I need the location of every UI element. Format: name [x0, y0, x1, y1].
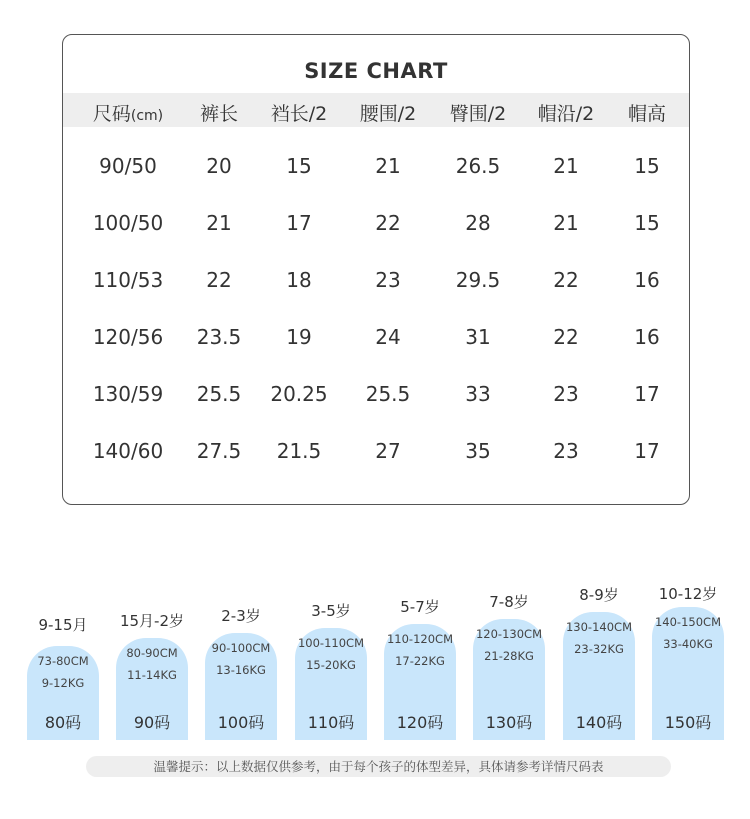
header-label: 帽沿/2	[537, 103, 595, 125]
table-cell: 140/60	[92, 439, 164, 463]
table-cell: 16	[634, 325, 660, 349]
table-cell: 100/50	[92, 211, 164, 235]
age-label: 15月-2岁	[119, 612, 185, 630]
table-cell: 25.5	[196, 382, 242, 406]
header-label: 裆长/2	[270, 103, 328, 125]
header-label: 帽高	[627, 103, 666, 125]
table-cell: 31	[465, 325, 491, 349]
table-cell: 19	[286, 325, 312, 349]
table-cell: 23	[553, 382, 579, 406]
size-label: 150码	[664, 713, 712, 732]
table-cell: 15	[286, 154, 312, 178]
size-label: 120码	[396, 713, 444, 732]
height-range: 130-140CM	[565, 620, 632, 634]
table-cell: 120/56	[92, 325, 164, 349]
weight-range: 11-14KG	[127, 668, 177, 682]
table-cell: 21.5	[276, 439, 322, 463]
header-cell	[78, 99, 178, 126]
header-label: 裤长	[199, 103, 238, 125]
table-cell: 20.25	[270, 382, 328, 406]
table-cell: 22	[553, 268, 579, 292]
header-cell	[597, 99, 697, 126]
table-cell: 130/59	[92, 382, 164, 406]
table-cell: 26.5	[455, 154, 501, 178]
header-label: 腰围/2	[359, 103, 417, 125]
age-label: 5-7岁	[400, 598, 440, 616]
table-cell: 22	[375, 211, 401, 235]
age-label: 8-9岁	[579, 586, 619, 604]
table-cell: 16	[634, 268, 660, 292]
height-range: 110-120CM	[386, 632, 453, 646]
age-label: 10-12岁	[658, 585, 718, 603]
table-cell: 27.5	[196, 439, 242, 463]
weight-range: 23-32KG	[574, 642, 624, 656]
header-label: 尺码	[92, 103, 131, 125]
table-cell: 21	[375, 154, 401, 178]
table-cell: 110/53	[92, 268, 164, 292]
height-range: 90-100CM	[211, 641, 271, 655]
height-range: 120-130CM	[475, 627, 542, 641]
tip-note: 温馨提示：以上数据仅供参考，由于每个孩子的体型差异，具体请参考详情尺码表	[86, 756, 671, 777]
size-label: 100码	[217, 713, 265, 732]
age-label: 9-15月	[38, 616, 88, 634]
table-cell: 23	[375, 268, 401, 292]
header-unit: (cm)	[130, 108, 164, 124]
height-range: 100-110CM	[297, 636, 364, 650]
table-cell: 21	[553, 211, 579, 235]
header-label: 臀围/2	[449, 103, 507, 125]
height-range: 140-150CM	[654, 615, 721, 629]
header-cell	[338, 99, 438, 126]
table-cell: 17	[286, 211, 312, 235]
size-label: 90码	[133, 713, 171, 732]
weight-range: 17-22KG	[395, 654, 445, 668]
table-cell: 18	[286, 268, 312, 292]
height-range: 80-90CM	[126, 646, 178, 660]
table-cell: 20	[206, 154, 232, 178]
size-label: 110码	[307, 713, 355, 732]
table-cell: 15	[634, 154, 660, 178]
weight-range: 15-20KG	[306, 658, 356, 672]
table-cell: 22	[206, 268, 232, 292]
table-cell: 21	[206, 211, 232, 235]
header-cell	[249, 99, 349, 126]
age-label: 7-8岁	[489, 593, 529, 611]
weight-range: 13-16KG	[216, 663, 266, 677]
weight-range: 21-28KG	[484, 649, 534, 663]
size-label: 130码	[485, 713, 533, 732]
table-cell: 21	[553, 154, 579, 178]
height-range: 73-80CM	[37, 654, 89, 668]
table-cell: 23	[553, 439, 579, 463]
table-cell: 15	[634, 211, 660, 235]
table-cell: 23.5	[196, 325, 242, 349]
age-label: 3-5岁	[311, 602, 351, 620]
table-cell: 28	[465, 211, 491, 235]
table-cell: 29.5	[455, 268, 501, 292]
table-cell: 24	[375, 325, 401, 349]
size-label: 80码	[44, 713, 82, 732]
table-cell: 17	[634, 439, 660, 463]
table-cell: 17	[634, 382, 660, 406]
age-label: 2-3岁	[221, 607, 261, 625]
header-cell	[428, 99, 528, 126]
size-chart-title: SIZE CHART	[304, 59, 448, 83]
size-chart-card	[62, 34, 690, 505]
table-cell: 27	[375, 439, 401, 463]
table-cell: 90/50	[99, 154, 157, 178]
table-cell: 25.5	[365, 382, 411, 406]
table-cell: 22	[553, 325, 579, 349]
table-cell: 33	[465, 382, 491, 406]
table-cell: 35	[465, 439, 491, 463]
weight-range: 9-12KG	[41, 676, 85, 690]
weight-range: 33-40KG	[663, 637, 713, 651]
size-label: 140码	[575, 713, 623, 732]
